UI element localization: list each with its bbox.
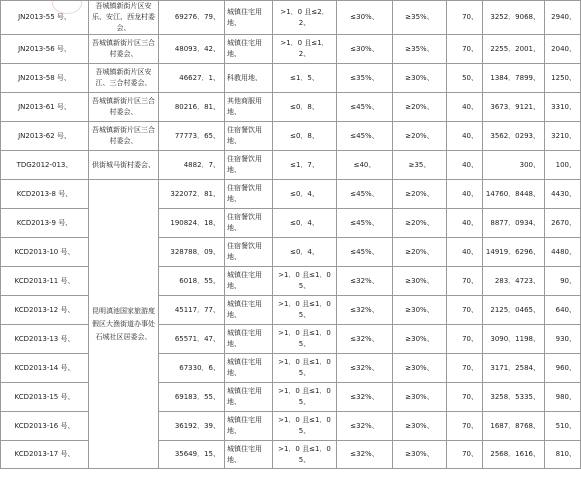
location-cell: 吾城镇新街片区三合村委会、 bbox=[89, 93, 159, 122]
area-cell: 328788．09、 bbox=[159, 238, 225, 267]
deposit-cell: 90、 bbox=[545, 267, 581, 296]
parcel-code-cell: KCD2013-8 号、 bbox=[1, 180, 89, 209]
deposit-cell: 510、 bbox=[545, 412, 581, 441]
height-limit-cell: 40、 bbox=[447, 238, 483, 267]
merged-location-cell: 昆明滇池国家旅游度假区大渔街道办事处石城社区居委会、 bbox=[89, 180, 159, 469]
height-limit-cell: 70、 bbox=[447, 354, 483, 383]
plot-ratio-cell: ≤0．4、 bbox=[273, 209, 337, 238]
green-ratio-cell: ≥20%、 bbox=[393, 122, 447, 151]
green-ratio-cell: ≥35%、 bbox=[393, 35, 447, 64]
building-density-cell: ≤32%、 bbox=[337, 267, 393, 296]
land-use-cell: 科教用地、 bbox=[225, 64, 273, 93]
plot-ratio-cell: >1．0 且≤1．05、 bbox=[273, 383, 337, 412]
building-density-cell: ≤45%、 bbox=[337, 209, 393, 238]
parcel-code-cell: KCD2013-12 号、 bbox=[1, 296, 89, 325]
location-cell: 供街城马街村委会、 bbox=[89, 151, 159, 180]
land-use-cell: 城镇住宅用地、 bbox=[225, 325, 273, 354]
deposit-cell: 3310、 bbox=[545, 93, 581, 122]
building-density-cell: ≤30%、 bbox=[337, 35, 393, 64]
height-limit-cell: 70、 bbox=[447, 267, 483, 296]
green-ratio-cell: ≥30%、 bbox=[393, 64, 447, 93]
green-ratio-cell: ≥30%、 bbox=[393, 267, 447, 296]
height-limit-cell: 70、 bbox=[447, 412, 483, 441]
land-use-cell: 城镇住宅用地、 bbox=[225, 267, 273, 296]
height-limit-cell: 50、 bbox=[447, 64, 483, 93]
height-limit-cell: 70、 bbox=[447, 325, 483, 354]
green-ratio-cell: ≥20%、 bbox=[393, 209, 447, 238]
plot-ratio-cell: ≤0．8、 bbox=[273, 93, 337, 122]
table-row bbox=[1, 1, 581, 35]
parcel-code-cell: KCD2013-17 号、 bbox=[1, 441, 89, 469]
table-row bbox=[1, 267, 581, 296]
land-use-cell: 城镇住宅用地、 bbox=[225, 296, 273, 325]
building-density-cell: ≤45%、 bbox=[337, 238, 393, 267]
green-ratio-cell: ≥30%、 bbox=[393, 325, 447, 354]
starting-price-cell: 3171．2584、 bbox=[483, 354, 545, 383]
area-cell: 6018．55、 bbox=[159, 267, 225, 296]
height-limit-cell: 70、 bbox=[447, 441, 483, 469]
table-row bbox=[1, 296, 581, 325]
building-density-cell: ≤45%、 bbox=[337, 93, 393, 122]
table-row bbox=[1, 383, 581, 412]
starting-price-cell: 14919．6296、 bbox=[483, 238, 545, 267]
table-row bbox=[1, 180, 581, 209]
plot-ratio-cell: >1．0 且≤1．05、 bbox=[273, 267, 337, 296]
plot-ratio-cell: ≤0．4、 bbox=[273, 180, 337, 209]
deposit-cell: 930、 bbox=[545, 325, 581, 354]
plot-ratio-cell: >1．0 且≤1．05、 bbox=[273, 325, 337, 354]
land-use-cell: 住宿餐饮用地、 bbox=[225, 238, 273, 267]
starting-price-cell: 2568．1616、 bbox=[483, 441, 545, 469]
land-use-cell: 城镇住宅用地、 bbox=[225, 1, 273, 35]
deposit-cell: 2040、 bbox=[545, 35, 581, 64]
plot-ratio-cell: >1．0 且≤1．05、 bbox=[273, 354, 337, 383]
plot-ratio-cell: >1．0 且≤1．2、 bbox=[273, 35, 337, 64]
green-ratio-cell: ≥20%、 bbox=[393, 93, 447, 122]
table-row bbox=[1, 209, 581, 238]
height-limit-cell: 70、 bbox=[447, 383, 483, 412]
deposit-cell: 810、 bbox=[545, 441, 581, 469]
parcel-code-cell: KCD2013-14 号、 bbox=[1, 354, 89, 383]
height-limit-cell: 40、 bbox=[447, 122, 483, 151]
parcel-code-cell: JN2013-61 号、 bbox=[1, 93, 89, 122]
height-limit-cell: 40、 bbox=[447, 209, 483, 238]
table-row bbox=[1, 122, 581, 151]
parcel-code-cell: JN2013-56 号、 bbox=[1, 35, 89, 64]
starting-price-cell: 3673．9121、 bbox=[483, 93, 545, 122]
deposit-cell: 1250、 bbox=[545, 64, 581, 93]
land-use-cell: 住宿餐饮用地、 bbox=[225, 122, 273, 151]
parcel-code-cell: KCD2013-9 号、 bbox=[1, 209, 89, 238]
plot-ratio-cell: ≤1．5、 bbox=[273, 64, 337, 93]
starting-price-cell: 2125．0465、 bbox=[483, 296, 545, 325]
green-ratio-cell: ≥35%、 bbox=[393, 1, 447, 35]
land-use-cell: 住宿餐饮用地、 bbox=[225, 209, 273, 238]
area-cell: 190824．18、 bbox=[159, 209, 225, 238]
table-row bbox=[1, 325, 581, 354]
starting-price-cell: 3562．0293、 bbox=[483, 122, 545, 151]
area-cell: 36192．39、 bbox=[159, 412, 225, 441]
starting-price-cell: 3252．9068、 bbox=[483, 1, 545, 35]
parcel-code-cell: KCD2013-10 号、 bbox=[1, 238, 89, 267]
land-use-cell: 其他商服用地、 bbox=[225, 93, 273, 122]
building-density-cell: ≤32%、 bbox=[337, 383, 393, 412]
parcel-code-cell: KCD2013-16 号、 bbox=[1, 412, 89, 441]
land-use-cell: 城镇住宅用地、 bbox=[225, 383, 273, 412]
area-cell: 322072．81、 bbox=[159, 180, 225, 209]
starting-price-cell: 300、 bbox=[483, 151, 545, 180]
parcel-code-cell: KCD2013-15 号、 bbox=[1, 383, 89, 412]
building-density-cell: ≤30%、 bbox=[337, 1, 393, 35]
starting-price-cell: 1384．7899、 bbox=[483, 64, 545, 93]
deposit-cell: 4430、 bbox=[545, 180, 581, 209]
deposit-cell: 4480、 bbox=[545, 238, 581, 267]
green-ratio-cell: ≥30%、 bbox=[393, 296, 447, 325]
table-row bbox=[1, 93, 581, 122]
green-ratio-cell: ≥30%、 bbox=[393, 441, 447, 469]
starting-price-cell: 3090．1198、 bbox=[483, 325, 545, 354]
deposit-cell: 2670、 bbox=[545, 209, 581, 238]
height-limit-cell: 70、 bbox=[447, 35, 483, 64]
height-limit-cell: 40、 bbox=[447, 180, 483, 209]
building-density-cell: ≤32%、 bbox=[337, 296, 393, 325]
table-row bbox=[1, 35, 581, 64]
green-ratio-cell: ≥30%、 bbox=[393, 383, 447, 412]
area-cell: 45117．77、 bbox=[159, 296, 225, 325]
deposit-cell: 3210、 bbox=[545, 122, 581, 151]
starting-price-cell: 1687．8768、 bbox=[483, 412, 545, 441]
plot-ratio-cell: ≤1．7、 bbox=[273, 151, 337, 180]
area-cell: 46627．1、 bbox=[159, 64, 225, 93]
deposit-cell: 960、 bbox=[545, 354, 581, 383]
area-cell: 48093．42、 bbox=[159, 35, 225, 64]
land-use-cell: 住宿餐饮用地、 bbox=[225, 180, 273, 209]
building-density-cell: ≤40、 bbox=[337, 151, 393, 180]
parcel-code-cell: KCD2013-11 号、 bbox=[1, 267, 89, 296]
height-limit-cell: 40、 bbox=[447, 93, 483, 122]
green-ratio-cell: ≥20%、 bbox=[393, 180, 447, 209]
land-use-cell: 住宿餐饮用地、 bbox=[225, 151, 273, 180]
parcel-code-cell: JN2013-58 号、 bbox=[1, 64, 89, 93]
deposit-cell: 640、 bbox=[545, 296, 581, 325]
height-limit-cell: 70、 bbox=[447, 296, 483, 325]
parcel-code-cell: KCD2013-13 号、 bbox=[1, 325, 89, 354]
plot-ratio-cell: >1．0 且≤2．2、 bbox=[273, 1, 337, 35]
starting-price-cell: 283．4723、 bbox=[483, 267, 545, 296]
building-density-cell: ≤32%、 bbox=[337, 412, 393, 441]
table-row bbox=[1, 441, 581, 469]
building-density-cell: ≤45%、 bbox=[337, 180, 393, 209]
location-cell: 吾城镇新街片区安乐、安江、西龙村委会、 bbox=[89, 1, 159, 35]
deposit-cell: 100、 bbox=[545, 151, 581, 180]
plot-ratio-cell: >1．0 且≤1．05、 bbox=[273, 412, 337, 441]
parcel-code-cell: JN2013-55 号、 bbox=[1, 1, 89, 35]
area-cell: 35649．15、 bbox=[159, 441, 225, 469]
deposit-cell: 980、 bbox=[545, 383, 581, 412]
starting-price-cell: 14760．8448、 bbox=[483, 180, 545, 209]
green-ratio-cell: ≥30%、 bbox=[393, 354, 447, 383]
parcel-code-cell: JN2013-62 号、 bbox=[1, 122, 89, 151]
height-limit-cell: 40、 bbox=[447, 151, 483, 180]
land-use-cell: 城镇住宅用地、 bbox=[225, 412, 273, 441]
height-limit-cell: 70、 bbox=[447, 1, 483, 35]
land-use-cell: 城镇住宅用地、 bbox=[225, 35, 273, 64]
building-density-cell: ≤32%、 bbox=[337, 325, 393, 354]
area-cell: 77773．65、 bbox=[159, 122, 225, 151]
table-row bbox=[1, 151, 581, 180]
starting-price-cell: 3258．5335、 bbox=[483, 383, 545, 412]
location-cell: 吾城镇新街片区三合村委会、 bbox=[89, 35, 159, 64]
table-body bbox=[1, 1, 581, 469]
plot-ratio-cell: >1．0 且≤1．05、 bbox=[273, 296, 337, 325]
location-cell: 吾城镇新街片区安江、三合村委会、 bbox=[89, 64, 159, 93]
building-density-cell: ≤32%、 bbox=[337, 441, 393, 469]
table-row bbox=[1, 412, 581, 441]
area-cell: 80216．81、 bbox=[159, 93, 225, 122]
building-density-cell: ≤45%、 bbox=[337, 122, 393, 151]
plot-ratio-cell: >1．0 且≤1．05、 bbox=[273, 441, 337, 469]
table-row bbox=[1, 64, 581, 93]
land-use-cell: 城镇住宅用地、 bbox=[225, 441, 273, 469]
starting-price-cell: 8877．0934、 bbox=[483, 209, 545, 238]
green-ratio-cell: ≥35、 bbox=[393, 151, 447, 180]
deposit-cell: 2940、 bbox=[545, 1, 581, 35]
green-ratio-cell: ≥20%、 bbox=[393, 238, 447, 267]
area-cell: 4882．7、 bbox=[159, 151, 225, 180]
parcel-code-cell: TDG2012-013、 bbox=[1, 151, 89, 180]
location-cell: 吾城镇新街片区三合村委会、 bbox=[89, 122, 159, 151]
building-density-cell: ≤32%、 bbox=[337, 354, 393, 383]
starting-price-cell: 2255．2001、 bbox=[483, 35, 545, 64]
table-row bbox=[1, 238, 581, 267]
land-use-cell: 城镇住宅用地、 bbox=[225, 354, 273, 383]
plot-ratio-cell: ≤0．8、 bbox=[273, 122, 337, 151]
area-cell: 67330．6、 bbox=[159, 354, 225, 383]
green-ratio-cell: ≥30%、 bbox=[393, 412, 447, 441]
area-cell: 69183．55、 bbox=[159, 383, 225, 412]
table-row bbox=[1, 354, 581, 383]
area-cell: 65571．47、 bbox=[159, 325, 225, 354]
area-cell: 69276．79、 bbox=[159, 1, 225, 35]
building-density-cell: ≤35%、 bbox=[337, 64, 393, 93]
plot-ratio-cell: ≤0．4、 bbox=[273, 238, 337, 267]
